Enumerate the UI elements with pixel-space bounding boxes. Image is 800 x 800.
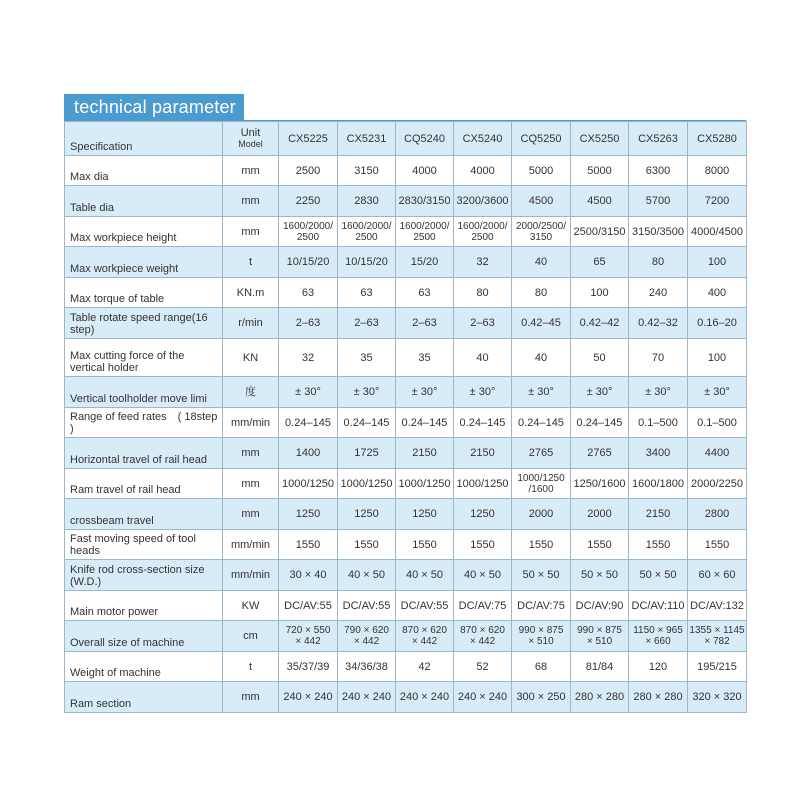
row-unit: mm: [223, 682, 279, 713]
row-value: 4400: [688, 438, 747, 469]
row-value: 30 × 40: [279, 560, 338, 591]
row-value: DC/AV:55: [338, 591, 396, 621]
row-value: ± 30°: [571, 377, 629, 408]
header-model: CQ5250: [512, 122, 571, 156]
row-value: 1250/1600: [571, 469, 629, 499]
row-value: 2765: [571, 438, 629, 469]
row-value: 10/15/20: [279, 247, 338, 278]
row-label: Max cutting force of the vertical holder: [65, 339, 223, 377]
row-unit: 度: [223, 377, 279, 408]
row-value: 4000/4500: [688, 217, 747, 247]
row-value: 0.24–145: [396, 408, 454, 438]
row-value: 15/20: [396, 247, 454, 278]
row-unit: t: [223, 652, 279, 682]
table-row: [65, 339, 747, 377]
title-bar: [64, 94, 746, 122]
table-row: [65, 156, 747, 186]
row-value: 80: [512, 278, 571, 308]
row-value: 40: [512, 339, 571, 377]
row-value: 40 × 50: [454, 560, 512, 591]
page-title: technical parameter: [64, 94, 244, 120]
row-value: 195/215: [688, 652, 747, 682]
header-model: CX5263: [629, 122, 688, 156]
row-value: 2–63: [279, 308, 338, 339]
row-label: Weight of machine: [65, 652, 223, 682]
row-value: 1000/1250: [338, 469, 396, 499]
row-value: 1000/1250 /1600: [512, 469, 571, 499]
row-value: 2000: [512, 499, 571, 530]
row-value: DC/AV:132: [688, 591, 747, 621]
table-row: [65, 247, 747, 278]
row-value: 2000: [571, 499, 629, 530]
row-value: 2500: [279, 156, 338, 186]
row-value: 1600/2000/ 2500: [279, 217, 338, 247]
table-row: [65, 560, 747, 591]
row-label: Ram section: [65, 682, 223, 713]
row-unit: t: [223, 247, 279, 278]
row-value: 5000: [571, 156, 629, 186]
row-value: 80: [454, 278, 512, 308]
row-label: Table rotate speed range(16 step): [65, 308, 223, 339]
table-row: [65, 438, 747, 469]
row-value: 63: [396, 278, 454, 308]
row-value: 0.1–500: [688, 408, 747, 438]
row-value: 2250: [279, 186, 338, 217]
row-unit: mm: [223, 186, 279, 217]
header-spec: Specification: [65, 122, 223, 156]
row-value: 2–63: [396, 308, 454, 339]
table-row: [65, 621, 747, 652]
row-value: 240: [629, 278, 688, 308]
row-value: 1250: [454, 499, 512, 530]
row-value: 870 × 620 × 442: [396, 621, 454, 652]
row-value: 1600/1800: [629, 469, 688, 499]
header-model: CX5225: [279, 122, 338, 156]
row-value: ± 30°: [688, 377, 747, 408]
row-value: 2500/3150: [571, 217, 629, 247]
row-value: 870 × 620 × 442: [454, 621, 512, 652]
row-value: 1550: [629, 530, 688, 560]
row-label: Overall size of machine: [65, 621, 223, 652]
row-value: 35: [396, 339, 454, 377]
row-value: 10/15/20: [338, 247, 396, 278]
row-label: Max workpiece height: [65, 217, 223, 247]
row-value: 3150: [338, 156, 396, 186]
row-value: 1150 × 965 × 660: [629, 621, 688, 652]
row-value: ± 30°: [454, 377, 512, 408]
row-value: 3200/3600: [454, 186, 512, 217]
row-value: 35/37/39: [279, 652, 338, 682]
row-value: 1550: [688, 530, 747, 560]
row-value: 1550: [279, 530, 338, 560]
table-row: [65, 217, 747, 247]
row-unit: KW: [223, 591, 279, 621]
row-value: DC/AV:75: [512, 591, 571, 621]
row-value: 2–63: [454, 308, 512, 339]
header-row: [65, 122, 747, 156]
row-value: 0.42–32: [629, 308, 688, 339]
row-value: 240 × 240: [396, 682, 454, 713]
row-value: 1250: [279, 499, 338, 530]
row-value: 2150: [454, 438, 512, 469]
row-value: 2830/3150: [396, 186, 454, 217]
row-value: 2150: [629, 499, 688, 530]
header-model: CQ5240: [396, 122, 454, 156]
row-value: 240 × 240: [454, 682, 512, 713]
row-unit: mm: [223, 469, 279, 499]
row-value: 6300: [629, 156, 688, 186]
row-value: 1600/2000/ 2500: [454, 217, 512, 247]
row-value: 1725: [338, 438, 396, 469]
row-value: 40 × 50: [396, 560, 454, 591]
row-unit: mm: [223, 217, 279, 247]
row-value: 280 × 280: [571, 682, 629, 713]
row-value: ± 30°: [396, 377, 454, 408]
row-label: Knife rod cross-section size (W.D.): [65, 560, 223, 591]
row-value: 1000/1250: [396, 469, 454, 499]
row-value: 1550: [512, 530, 571, 560]
row-value: 0.16–20: [688, 308, 747, 339]
row-value: DC/AV:110: [629, 591, 688, 621]
table-row: [65, 499, 747, 530]
row-value: 5000: [512, 156, 571, 186]
row-value: 790 × 620 × 442: [338, 621, 396, 652]
row-value: 2765: [512, 438, 571, 469]
row-value: 1000/1250: [454, 469, 512, 499]
row-unit: KN: [223, 339, 279, 377]
row-label: Range of feed rates ( 18step ): [65, 408, 223, 438]
row-unit: mm: [223, 156, 279, 186]
row-value: 70: [629, 339, 688, 377]
row-value: 8000: [688, 156, 747, 186]
table-row: [65, 186, 747, 217]
table-row: [65, 591, 747, 621]
header-unit-label: Unit: [240, 127, 261, 139]
row-label: Horizontal travel of rail head: [65, 438, 223, 469]
row-value: 2800: [688, 499, 747, 530]
row-value: 50: [571, 339, 629, 377]
row-value: 65: [571, 247, 629, 278]
table-row: [65, 308, 747, 339]
header-unit: [223, 122, 279, 156]
row-value: 320 × 320: [688, 682, 747, 713]
row-value: 40: [512, 247, 571, 278]
row-value: 68: [512, 652, 571, 682]
row-value: 50 × 50: [571, 560, 629, 591]
row-value: 4000: [454, 156, 512, 186]
row-label: Ram travel of rail head: [65, 469, 223, 499]
row-value: 5700: [629, 186, 688, 217]
row-value: 280 × 280: [629, 682, 688, 713]
row-value: 1000/1250: [279, 469, 338, 499]
row-value: 0.24–145: [512, 408, 571, 438]
row-unit: mm: [223, 438, 279, 469]
row-value: 50 × 50: [629, 560, 688, 591]
row-value: 60 × 60: [688, 560, 747, 591]
row-value: 0.42–45: [512, 308, 571, 339]
row-value: DC/AV:55: [396, 591, 454, 621]
row-value: 1550: [338, 530, 396, 560]
row-value: 42: [396, 652, 454, 682]
header-model: CX5240: [454, 122, 512, 156]
row-value: DC/AV:90: [571, 591, 629, 621]
row-value: 40 × 50: [338, 560, 396, 591]
row-unit: mm/min: [223, 408, 279, 438]
row-value: 3400: [629, 438, 688, 469]
row-value: 0.24–145: [338, 408, 396, 438]
row-value: 1355 × 1145 × 782: [688, 621, 747, 652]
row-value: 3150/3500: [629, 217, 688, 247]
table-row: [65, 408, 747, 438]
row-label: Fast moving speed of tool heads: [65, 530, 223, 560]
row-value: 2000/2500/ 3150: [512, 217, 571, 247]
row-value: ± 30°: [338, 377, 396, 408]
row-value: 0.24–145: [279, 408, 338, 438]
row-value: ± 30°: [629, 377, 688, 408]
row-value: 100: [688, 339, 747, 377]
row-value: 990 × 875 × 510: [571, 621, 629, 652]
table-row: [65, 278, 747, 308]
row-value: 2150: [396, 438, 454, 469]
row-label: Vertical toolholder move limi: [65, 377, 223, 408]
row-value: 100: [688, 247, 747, 278]
header-model: CX5231: [338, 122, 396, 156]
row-value: 2830: [338, 186, 396, 217]
row-value: 300 × 250: [512, 682, 571, 713]
header-model: CX5250: [571, 122, 629, 156]
row-value: 34/36/38: [338, 652, 396, 682]
row-value: 1550: [571, 530, 629, 560]
table-row: [65, 469, 747, 499]
row-label: Max dia: [65, 156, 223, 186]
row-value: 81/84: [571, 652, 629, 682]
row-label: Max torque of table: [65, 278, 223, 308]
table-row: [65, 377, 747, 408]
row-value: 240 × 240: [338, 682, 396, 713]
row-value: 4000: [396, 156, 454, 186]
row-value: 0.42–42: [571, 308, 629, 339]
row-value: DC/AV:75: [454, 591, 512, 621]
row-unit: KN.m: [223, 278, 279, 308]
row-value: DC/AV:55: [279, 591, 338, 621]
table-row: [65, 682, 747, 713]
row-value: 0.24–145: [454, 408, 512, 438]
row-value: 0.24–145: [571, 408, 629, 438]
row-unit: cm: [223, 621, 279, 652]
row-value: 50 × 50: [512, 560, 571, 591]
row-value: 120: [629, 652, 688, 682]
row-value: 1250: [338, 499, 396, 530]
row-value: 35: [338, 339, 396, 377]
row-value: 2–63: [338, 308, 396, 339]
table-row: [65, 652, 747, 682]
row-value: 4500: [512, 186, 571, 217]
row-value: 0.1–500: [629, 408, 688, 438]
row-label: Max workpiece weight: [65, 247, 223, 278]
row-value: 720 × 550 × 442: [279, 621, 338, 652]
table-row: [65, 530, 747, 560]
header-model: CX5280: [688, 122, 747, 156]
row-value: 1550: [396, 530, 454, 560]
row-value: 32: [279, 339, 338, 377]
row-value: 990 × 875 × 510: [512, 621, 571, 652]
row-unit: r/min: [223, 308, 279, 339]
row-value: 400: [688, 278, 747, 308]
row-value: 32: [454, 247, 512, 278]
row-unit: mm: [223, 499, 279, 530]
row-value: 80: [629, 247, 688, 278]
header-model-label: Model: [238, 139, 263, 149]
row-value: 63: [338, 278, 396, 308]
spec-table: [64, 121, 747, 713]
row-value: 7200: [688, 186, 747, 217]
row-value: 100: [571, 278, 629, 308]
row-value: 4500: [571, 186, 629, 217]
row-label: crossbeam travel: [65, 499, 223, 530]
row-value: 1600/2000/ 2500: [338, 217, 396, 247]
row-label: Table dia: [65, 186, 223, 217]
row-value: ± 30°: [512, 377, 571, 408]
row-value: 63: [279, 278, 338, 308]
row-value: 1550: [454, 530, 512, 560]
row-value: 40: [454, 339, 512, 377]
row-value: 1250: [396, 499, 454, 530]
row-value: 1400: [279, 438, 338, 469]
row-unit: mm/min: [223, 560, 279, 591]
row-value: 2000/2250: [688, 469, 747, 499]
row-value: ± 30°: [279, 377, 338, 408]
row-label: Main motor power: [65, 591, 223, 621]
row-value: 240 × 240: [279, 682, 338, 713]
row-unit: mm/min: [223, 530, 279, 560]
row-value: 52: [454, 652, 512, 682]
row-value: 1600/2000/ 2500: [396, 217, 454, 247]
